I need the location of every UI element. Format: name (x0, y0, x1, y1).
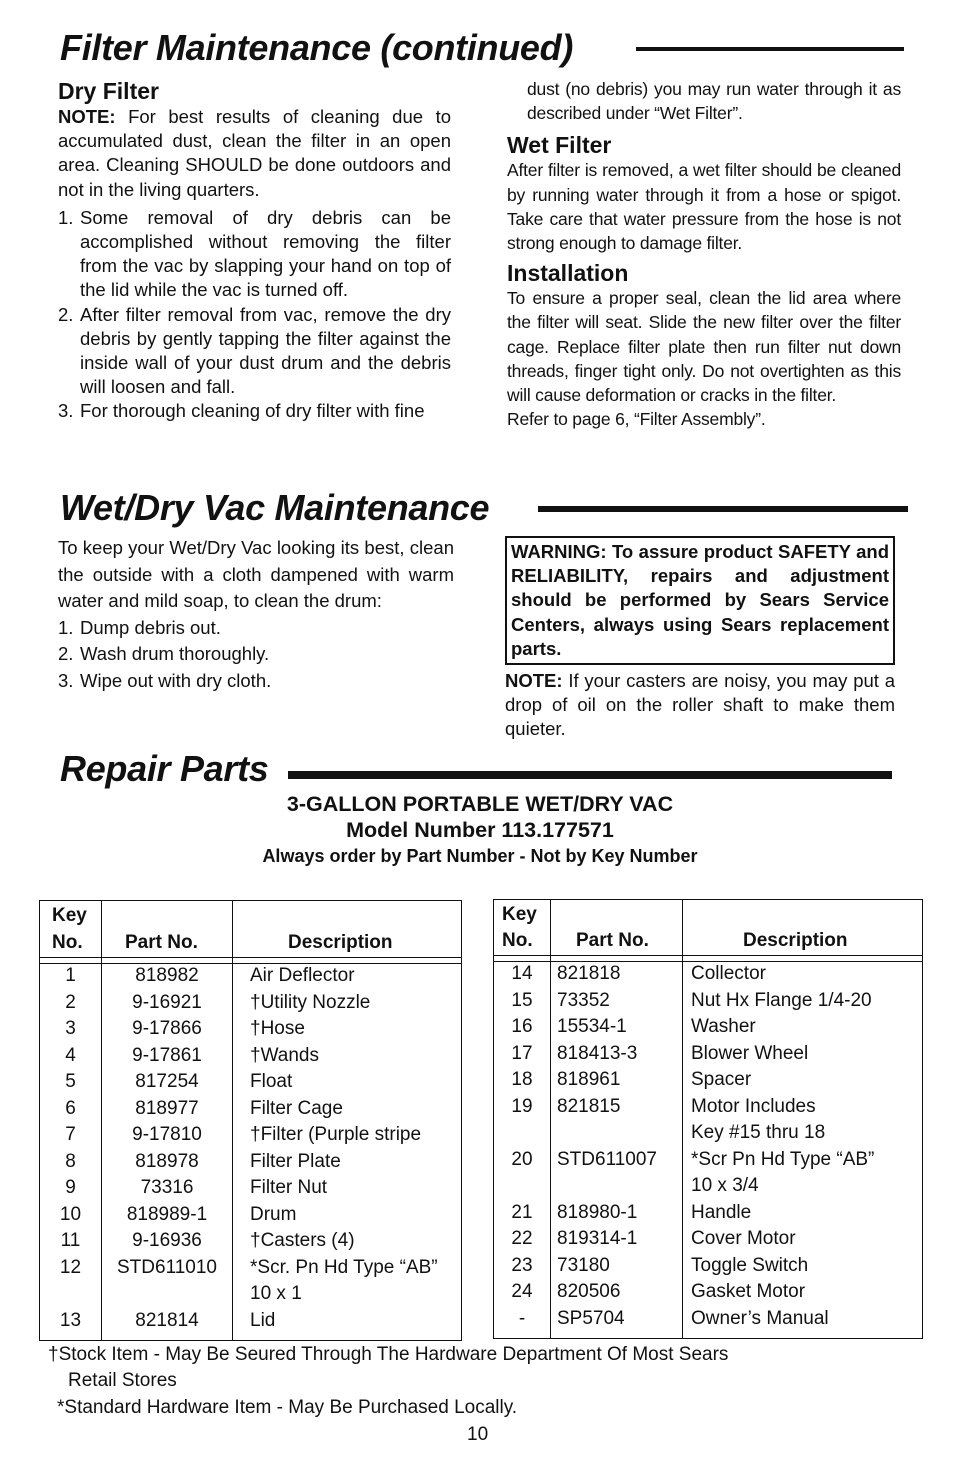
table-cell-key: 7 (65, 1124, 76, 1145)
table-cell-key: 11 (60, 1230, 81, 1251)
step-text: For thorough cleaning of dry filter with fine (80, 400, 425, 422)
header-no: No. (52, 932, 83, 953)
table-cell-key: 8 (65, 1150, 76, 1172)
table-cell-part: 73180 (557, 1254, 610, 1276)
table-cell-desc: 10 x 3/4 (691, 1175, 759, 1196)
table-cell-part: 818978 (135, 1150, 199, 1172)
step-item (58, 641, 454, 668)
table-cell-desc: *Scr Pn Hd Type “AB” (691, 1148, 875, 1170)
heading-rule (538, 506, 908, 512)
table-cell-key: 3 (65, 1018, 76, 1039)
installation-ref: Refer to page 6, “Filter Assembly”. (507, 409, 766, 430)
step-item (58, 615, 454, 642)
table-cell-key: 13 (59, 1309, 82, 1331)
table-cell-part: 821814 (135, 1309, 199, 1331)
table-cell-desc: Drum (250, 1203, 297, 1225)
dry-filter-title: Dry Filter (58, 78, 159, 104)
heading-rule (288, 771, 892, 779)
footnote-stock-item-cont: Retail Stores (68, 1370, 177, 1391)
table-cell-part: 9-16921 (132, 991, 202, 1013)
page-number: 10 (467, 1424, 489, 1445)
table-cell-part: 819314-1 (557, 1228, 638, 1249)
table-cell-desc: Collector (691, 963, 766, 984)
section-heading-vac-maintenance: Wet/Dry Vac Maintenance (60, 487, 490, 528)
step-number: 2. (58, 303, 74, 325)
vac-maintenance-right (505, 536, 895, 742)
step-text: Wash drum thoroughly. (80, 643, 270, 664)
installation-title: Installation (507, 260, 629, 287)
header-part-no: Part No. (125, 932, 198, 953)
section-heading-repair-parts: Repair Parts (60, 748, 269, 789)
table-cell-desc: Motor Includes (691, 1095, 816, 1117)
table-cell-part: 818982 (135, 965, 199, 986)
table-cell-desc: Filter Cage (250, 1097, 343, 1119)
table-cell-desc: Washer (691, 1016, 756, 1037)
table-cell-desc: Spacer (691, 1069, 752, 1090)
wet-filter-title: Wet Filter (507, 132, 612, 159)
table-cell-part: 818413-3 (557, 1042, 638, 1064)
table-cell-part: 818977 (135, 1097, 199, 1119)
table-cell-key: 20 (511, 1148, 533, 1170)
step-item (58, 399, 451, 423)
table-cell-desc: Gasket Motor (691, 1281, 806, 1302)
table-cell-part: STD611010 (117, 1256, 217, 1278)
table-cell-key: 21 (511, 1201, 533, 1223)
header-key: Key (502, 904, 537, 925)
step-text: Dump debris out. (80, 616, 221, 638)
table-cell-key: 14 (511, 963, 533, 984)
table-cell-desc: *Scr. Pn Hd Type “AB” (250, 1256, 438, 1278)
note-label: NOTE: (58, 106, 116, 127)
step-number: 2. (58, 643, 74, 664)
table-header-rule (40, 901, 461, 958)
table-cell-key: 23 (511, 1254, 533, 1276)
table-cell-desc: Owner’s Manual (691, 1307, 829, 1329)
table-cell-key: 12 (59, 1256, 82, 1278)
header-part-no: Part No. (576, 930, 649, 951)
table-cell-key: - (518, 1307, 526, 1329)
table-cell-key: 24 (511, 1281, 533, 1302)
table-cell-desc: Toggle Switch (691, 1254, 809, 1276)
parts-table-right (493, 899, 923, 1339)
table-cell-desc: Air Deflector (250, 965, 355, 986)
table-cell-desc: Lid (250, 1309, 276, 1331)
table-cell-part: 818989-1 (126, 1203, 208, 1225)
table-cell-desc: Float (250, 1071, 293, 1092)
wet-filter-text: After filter is removed, a wet filter should be cleaned by running water through it from a hose or spigot. Take care that water pressure from the hose is not strong enough to damage filter. (507, 160, 901, 254)
table-cell-key: 15 (511, 989, 533, 1011)
table-cell-part: 73352 (557, 989, 610, 1011)
table-cell-desc: †Casters (4) (250, 1230, 355, 1251)
table-cell-part: 818961 (557, 1069, 621, 1090)
table-cell-key: 16 (511, 1016, 533, 1037)
dry-filter-note (58, 105, 451, 202)
step-number: 1. (58, 206, 74, 228)
step-number: 1. (58, 616, 74, 638)
table-cell-desc: †Hose (250, 1018, 305, 1039)
table-cell-part: 15534-1 (557, 1016, 627, 1037)
header-key: Key (52, 905, 87, 926)
table-cell-part: 818980-1 (557, 1201, 638, 1223)
table-cell-key: 19 (511, 1095, 533, 1117)
dry-filter-steps (58, 206, 451, 424)
table-cell-desc: 10 x 1 (250, 1283, 302, 1304)
section-heading-filter-maintenance: Filter Maintenance (continued) (60, 27, 574, 68)
column-divider (232, 901, 233, 1340)
column-divider (682, 900, 683, 1338)
step-item (58, 668, 454, 695)
table-cell-part: 821818 (557, 963, 621, 984)
table-cell-key: 9 (65, 1177, 76, 1198)
table-cell-part: 817254 (135, 1071, 199, 1092)
note-text: If your casters are noisy, you may put a drop of oil on the roller shaft to make them quieter. (505, 670, 895, 740)
table-cell-desc: Handle (691, 1201, 752, 1223)
table-cell-desc: Blower Wheel (691, 1042, 809, 1064)
table-cell-part: 9-17861 (132, 1044, 202, 1066)
table-cell-key: 22 (511, 1228, 533, 1249)
step-item (58, 206, 451, 303)
table-cell-key: 2 (65, 991, 76, 1013)
table-cell-part: 821815 (557, 1095, 621, 1117)
model-number: Model Number 113.177571 (346, 818, 614, 842)
table-cell-key: 6 (65, 1097, 76, 1119)
heading-rule (636, 47, 904, 51)
warning-box: WARNING: To assure product SAFETY and RELIABILITY, repairs and adjustment should be performed by Sears Service Centers, always using Sears replacement parts. (505, 536, 895, 665)
step-number: 3. (58, 669, 74, 691)
table-cell-desc: Cover Motor (691, 1228, 796, 1249)
column-divider (550, 900, 551, 1338)
table-cell-part: 9-17810 (132, 1124, 202, 1145)
installation-text: To ensure a proper seal, clean the lid area where the filter will seat. Slide the new filter over the filter cage. Replace filter plate then run filter nut down threads, finger tight only. Do not overtighten as this will cause deformation or cracks in the filter. (507, 288, 901, 406)
table-cell-key: 5 (65, 1071, 76, 1092)
table-cell-key: 17 (511, 1042, 533, 1064)
vac-maintenance-intro: To keep your Wet/Dry Vac looking its best, clean the outside with a cloth dampened with warm water and mild soap, to clean the drum: (58, 537, 454, 611)
table-cell-key: 18 (511, 1069, 533, 1090)
table-header-rule (494, 900, 922, 956)
step-text: Wipe out with dry cloth. (80, 669, 272, 691)
header-description: Description (288, 932, 393, 953)
dry-filter-section (58, 78, 451, 424)
step-text: After filter removal from vac, remove the dry debris by gently tapping the filter against the inside wall of your dust drum and the debris will loosen and fall. (80, 303, 451, 398)
table-cell-desc: Filter Plate (250, 1150, 341, 1172)
header-description: Description (743, 930, 848, 951)
header-no: No. (502, 930, 533, 951)
table-cell-key: 4 (65, 1044, 76, 1066)
step-text: Some removal of dry debris can be accomplished without removing the filter from the vac by slapping your hand on top of the lid while the vac is turned off. (80, 206, 451, 301)
table-cell-part: SP5704 (557, 1307, 625, 1329)
vac-maintenance-left (58, 535, 454, 694)
note-text: For best results of cleaning due to accumulated dust, clean the filter in an open area. Cleaning SHOULD be done outdoors and not in the living quarters. (58, 106, 451, 200)
table-cell-desc: †Filter (Purple stripe (250, 1124, 422, 1145)
table-cell-desc: †Utility Nozzle (250, 991, 371, 1013)
order-note: Always order by Part Number - Not by Key Number (262, 846, 698, 866)
parts-table-left (39, 900, 462, 1341)
dry-filter-continued: dust (no debris) you may run water through it as described under “Wet Filter”. (527, 79, 901, 124)
table-cell-part: 9-17866 (132, 1018, 202, 1039)
table-cell-desc: Filter Nut (250, 1177, 328, 1198)
table-cell-desc: Key #15 thru 18 (691, 1122, 826, 1143)
table-cell-desc: Nut Hx Flange 1/4-20 (691, 989, 872, 1011)
vac-maintenance-steps (58, 615, 454, 695)
product-name: 3-GALLON PORTABLE WET/DRY VAC (286, 792, 674, 816)
note-label: NOTE: (505, 670, 563, 692)
table-cell-part: 73316 (140, 1177, 194, 1198)
step-number: 3. (58, 400, 74, 422)
step-item (58, 303, 451, 400)
table-cell-desc: †Wands (250, 1044, 319, 1066)
table-cell-part: 9-16936 (132, 1230, 202, 1251)
footnote-stock-item: †Stock Item - May Be Seured Through The Hardware Department Of Most Sears (48, 1344, 729, 1365)
table-cell-key: 10 (59, 1203, 82, 1225)
table-cell-key: 1 (65, 965, 76, 986)
right-column-top (507, 77, 901, 431)
footnote-standard-hardware: *Standard Hardware Item - May Be Purchased Locally. (57, 1397, 518, 1418)
casters-note (505, 669, 895, 742)
table-cell-part: STD611007 (557, 1148, 657, 1170)
table-cell-part: 820506 (557, 1281, 621, 1302)
